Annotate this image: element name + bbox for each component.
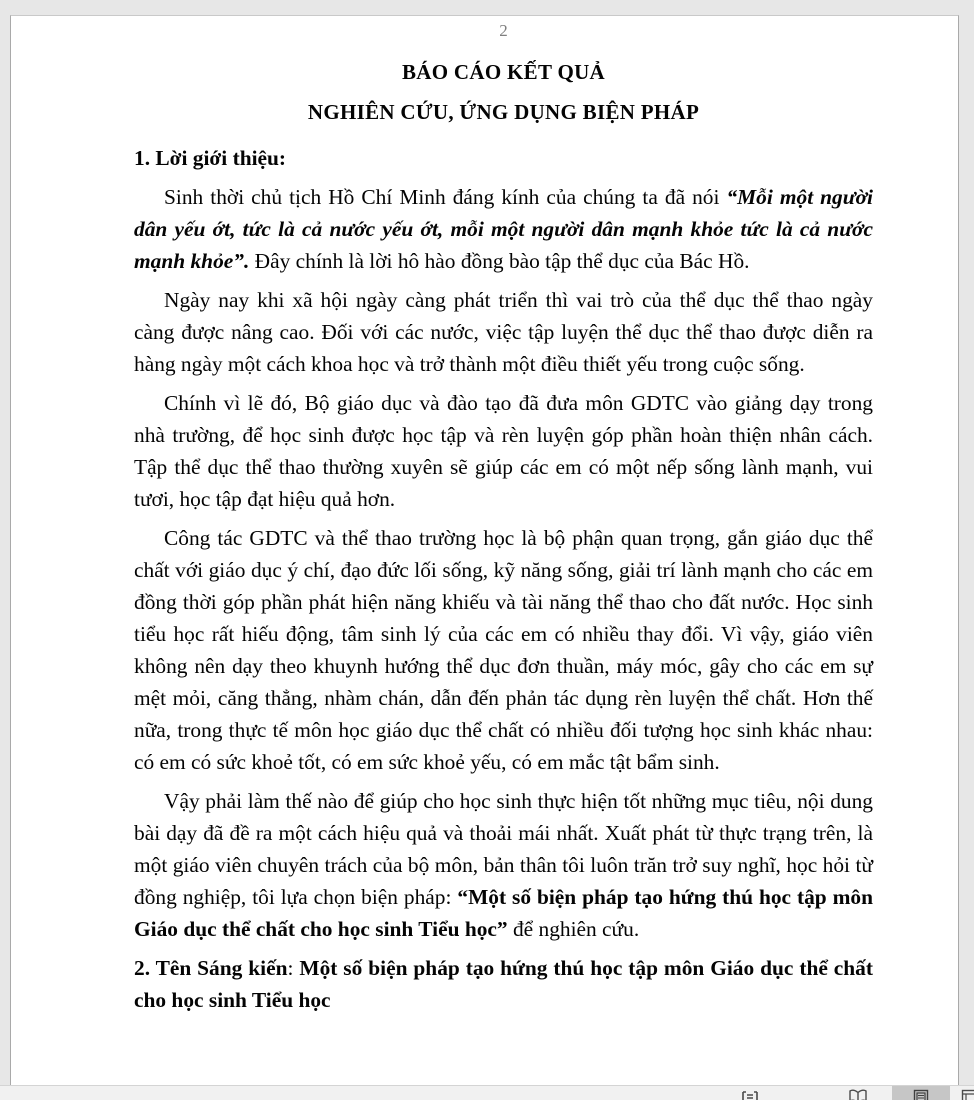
document-paragraph[interactable]	[134, 952, 873, 1016]
document-title-line-2: NGHIÊN CỨU, ỨNG DỤNG BIỆN PHÁP	[307, 100, 700, 124]
document-paragraph[interactable]	[134, 785, 873, 945]
document-paragraph[interactable]	[134, 142, 873, 174]
text-run: 1. Lời giới thiệu:	[134, 146, 287, 170]
text-run: Sinh thời chủ tịch Hồ Chí Minh đáng kính của chúng ta đã nói	[164, 185, 727, 209]
document-body[interactable]	[134, 142, 873, 1016]
text-run: “Mỗi một người dân yếu ớt, tức là cả nước yếu ớt, mỗi một người dân mạnh khỏe tức là cả nước mạnh khỏe”.	[134, 185, 873, 273]
focus-button[interactable]	[737, 1089, 763, 1100]
print-layout-button[interactable]	[892, 1086, 950, 1100]
text-run: Vậy phải làm thế nào để giúp cho học sinh thực hiện tốt những mục tiêu, nội dung bài dạy đã đề ra một cách hiệu quả và thoải mái nhất. Xuất phát từ thực trạng trên, là một giáo viên chuyên trách của bộ môn, bản thân tôi luôn trăn trở suy nghĩ, học hỏi từ đồng nghiệp, tôi lựa chọn biện pháp:	[134, 789, 873, 909]
text-run: “Một số biện pháp tạo hứng thú học tập môn Giáo dục thể chất cho học sinh Tiểu học”	[134, 885, 874, 941]
status-bar	[0, 1085, 974, 1100]
text-run: Chính vì lẽ đó, Bộ giáo dục và đào tạo đã đưa môn GDTC vào giảng dạy trong nhà trường, để học sinh được học tập và rèn luyện góp phần hoàn thiện nhân cách. Tập thể dục thể thao thường xuyên sẽ giúp các em có một nếp sống lành mạnh, vui tươi, học tập đạt hiệu quả hơn.	[134, 391, 873, 511]
document-paragraph[interactable]	[134, 387, 873, 515]
text-run: Công tác GDTC và thể thao trường học là bộ phận quan trọng, gắn giáo dục thể chất với giáo dục ý chí, đạo đức lối sống, kỹ năng sống, giải trí lành mạnh cho các em đồng thời góp phần phát hiện năng khiếu và tài năng thể thao cho đất nước. Học sinh tiểu học rất hiếu động, tâm sinh lý của các em có nhiều thay đổi. Vì vậy, giáo viên không nên dạy theo khuynh hướng thể dục đơn thuần, máy móc, gây cho các em sự mệt mỏi, căng thẳng, nhàm chán, dẫn đến phản tác dụng rèn luyện thể chất. Hơn thế nữa, trong thực tế môn học giáo dục thể chất có nhiều đối tượng học sinh khác nhau: có em có sức khoẻ tốt, có em sức khoẻ yếu, có em mắc tật bẩm sinh.	[134, 526, 873, 774]
web-layout-button[interactable]	[956, 1089, 974, 1100]
web-layout-icon	[961, 1089, 974, 1100]
document-paragraph[interactable]	[134, 522, 873, 778]
document-page[interactable]	[10, 15, 959, 1100]
text-run: 2. Tên Sáng kiến	[134, 956, 288, 980]
read-mode-icon	[849, 1089, 867, 1100]
print-layout-icon	[913, 1089, 929, 1100]
text-run: Đây chính là lời hô hào đồng bào tập thể dục của Bác Hồ.	[254, 249, 750, 273]
focus-icon	[742, 1089, 758, 1100]
text-run: để nghiên cứu.	[507, 917, 640, 941]
text-run: Một số biện pháp tạo hứng thú học tập môn Giáo dục thể chất cho học sinh Tiểu học	[134, 956, 873, 1012]
text-run: Ngày nay khi xã hội ngày càng phát triển thì vai trò của thể dục thể thao ngày càng được nâng cao. Đối với các nước, việc tập luyện thể dục thể thao được diễn ra hàng ngày một cách khoa học và trở thành một điều thiết yếu trong cuộc sống.	[134, 288, 873, 376]
document-paragraph[interactable]	[134, 284, 873, 380]
read-mode-button[interactable]	[845, 1089, 871, 1100]
document-paragraph[interactable]	[134, 181, 873, 277]
document-title-line-1: BÁO CÁO KẾT QUẢ	[401, 60, 606, 84]
text-run: :	[287, 956, 300, 980]
page-number: 2	[499, 21, 508, 40]
